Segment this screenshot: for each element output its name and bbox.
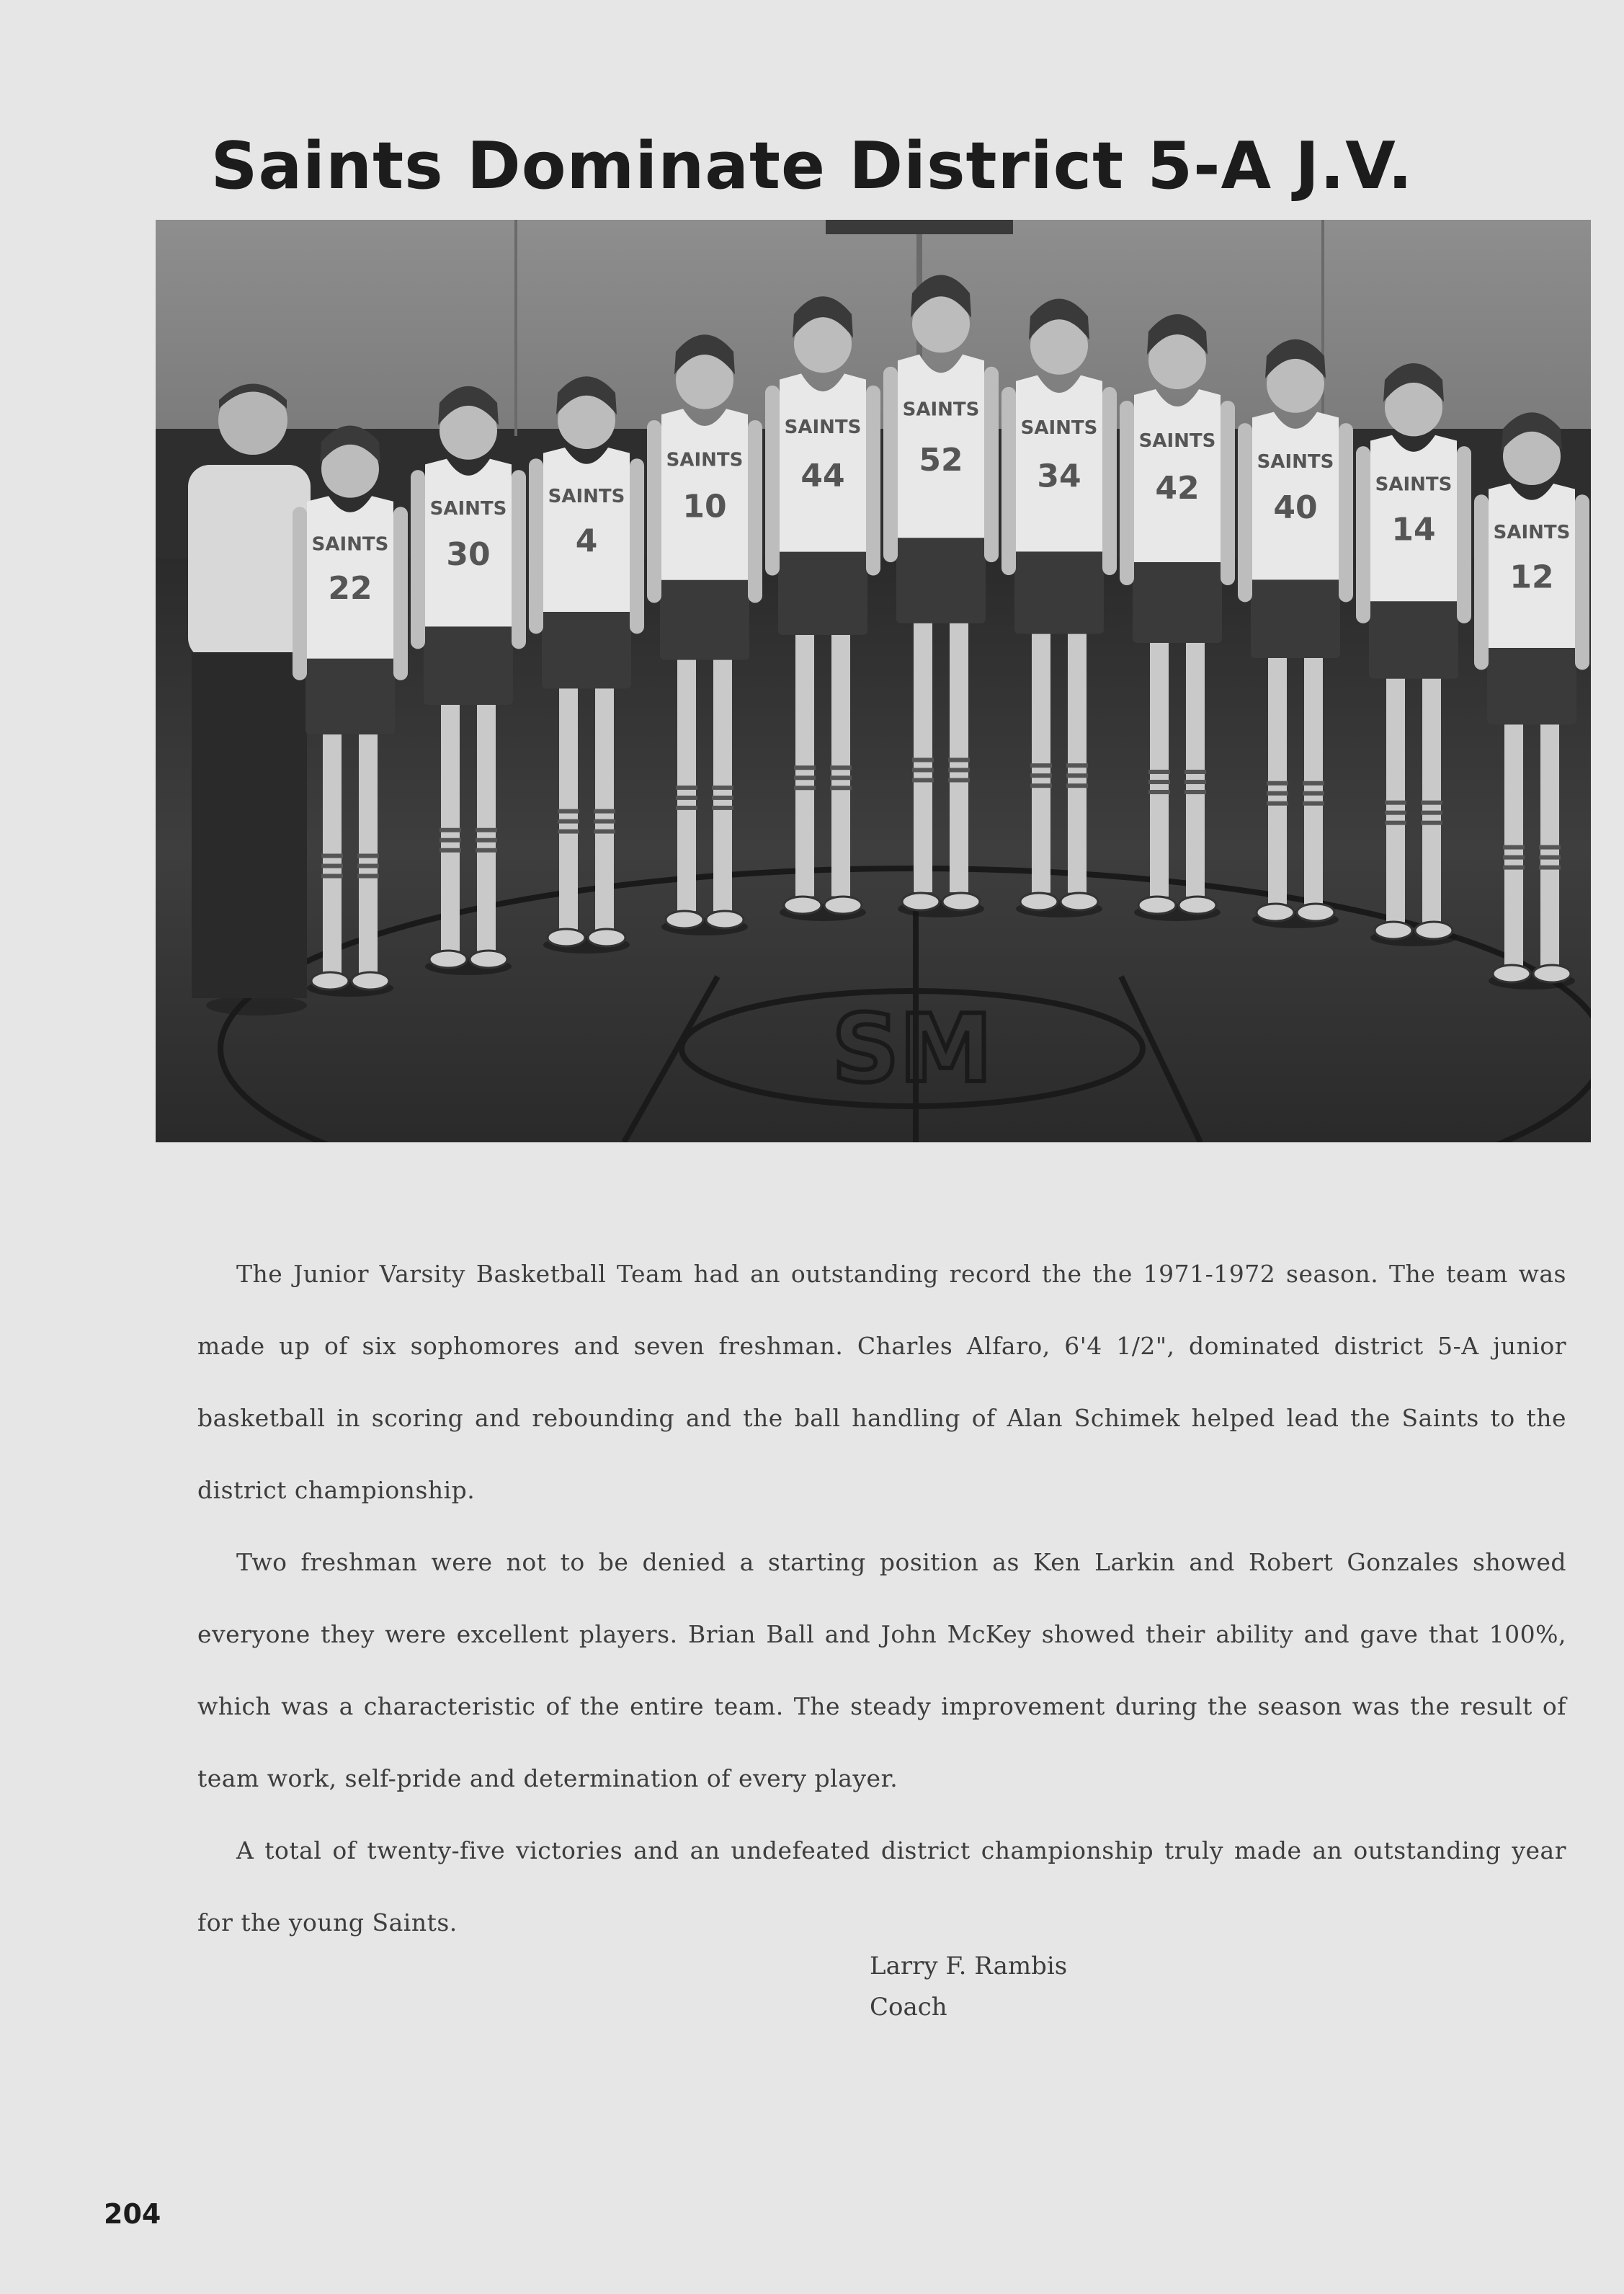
floor-logo: SM xyxy=(831,994,993,1103)
jersey-number: 10 xyxy=(682,488,727,525)
jersey-number: 42 xyxy=(1155,470,1200,507)
team-photo-drawing xyxy=(156,220,1591,1142)
jersey-lettering: SAINTS xyxy=(1020,417,1098,440)
signature-block xyxy=(870,1946,1067,2028)
jersey-number: 34 xyxy=(1037,458,1081,495)
paragraph-3: A total of twenty-five victories and an undefeated district championship truly made an outstanding year for the young Saints. xyxy=(197,1836,1566,1937)
paragraph-1: The Junior Varsity Basketball Team had an outstanding record the the 1971-1972 season. The team was made up of six sophomores and seven freshman. Charles Alfaro, 6'4 1/2", dominated district 5-A junior basketball in scoring and rebounding and the ball handling of Alan Schimek helped lead the Saints to the district championship. xyxy=(197,1260,1566,1504)
jersey-number: 30 xyxy=(446,536,491,574)
jersey-number: 22 xyxy=(328,570,372,608)
jersey-number: 14 xyxy=(1391,511,1436,548)
page-number: 204 xyxy=(104,2198,161,2230)
jersey-number: 4 xyxy=(575,523,598,560)
coach-figure xyxy=(188,384,311,1016)
signature-name: Larry F. Rambis xyxy=(870,1952,1068,1980)
jersey-lettering: SAINTS xyxy=(429,498,507,520)
article-body xyxy=(197,1238,1566,1959)
jersey-lettering: SAINTS xyxy=(1138,430,1216,452)
jersey-number: 44 xyxy=(800,457,845,494)
jersey-lettering: SAINTS xyxy=(1375,474,1453,496)
jersey-lettering: SAINTS xyxy=(784,416,862,438)
paragraph-2: Two freshman were not to be denied a starting position as Ken Larkin and Robert Gonzales showed everyone they were excellent players. Brian Ball and John McKey showed their ability and gave that 100%, which was a characteristic of the entire team. The steady improvement during the season was the result of team work, self-pride and determination of every player. xyxy=(197,1548,1566,1792)
jersey-number: 12 xyxy=(1509,559,1554,596)
jersey-lettering: SAINTS xyxy=(902,399,980,421)
team-photo xyxy=(156,220,1591,1142)
jersey-number: 40 xyxy=(1273,489,1318,527)
page-title: Saints Dominate District 5-A J.V. xyxy=(210,128,1414,204)
jersey-lettering: SAINTS xyxy=(666,449,744,471)
jersey-lettering: SAINTS xyxy=(311,533,389,556)
jersey-lettering: SAINTS xyxy=(1257,451,1334,474)
signature-role: Coach xyxy=(870,1993,947,2022)
jersey-lettering: SAINTS xyxy=(548,486,625,507)
jersey-number: 52 xyxy=(919,441,963,479)
jersey-lettering: SAINTS xyxy=(1493,522,1571,543)
